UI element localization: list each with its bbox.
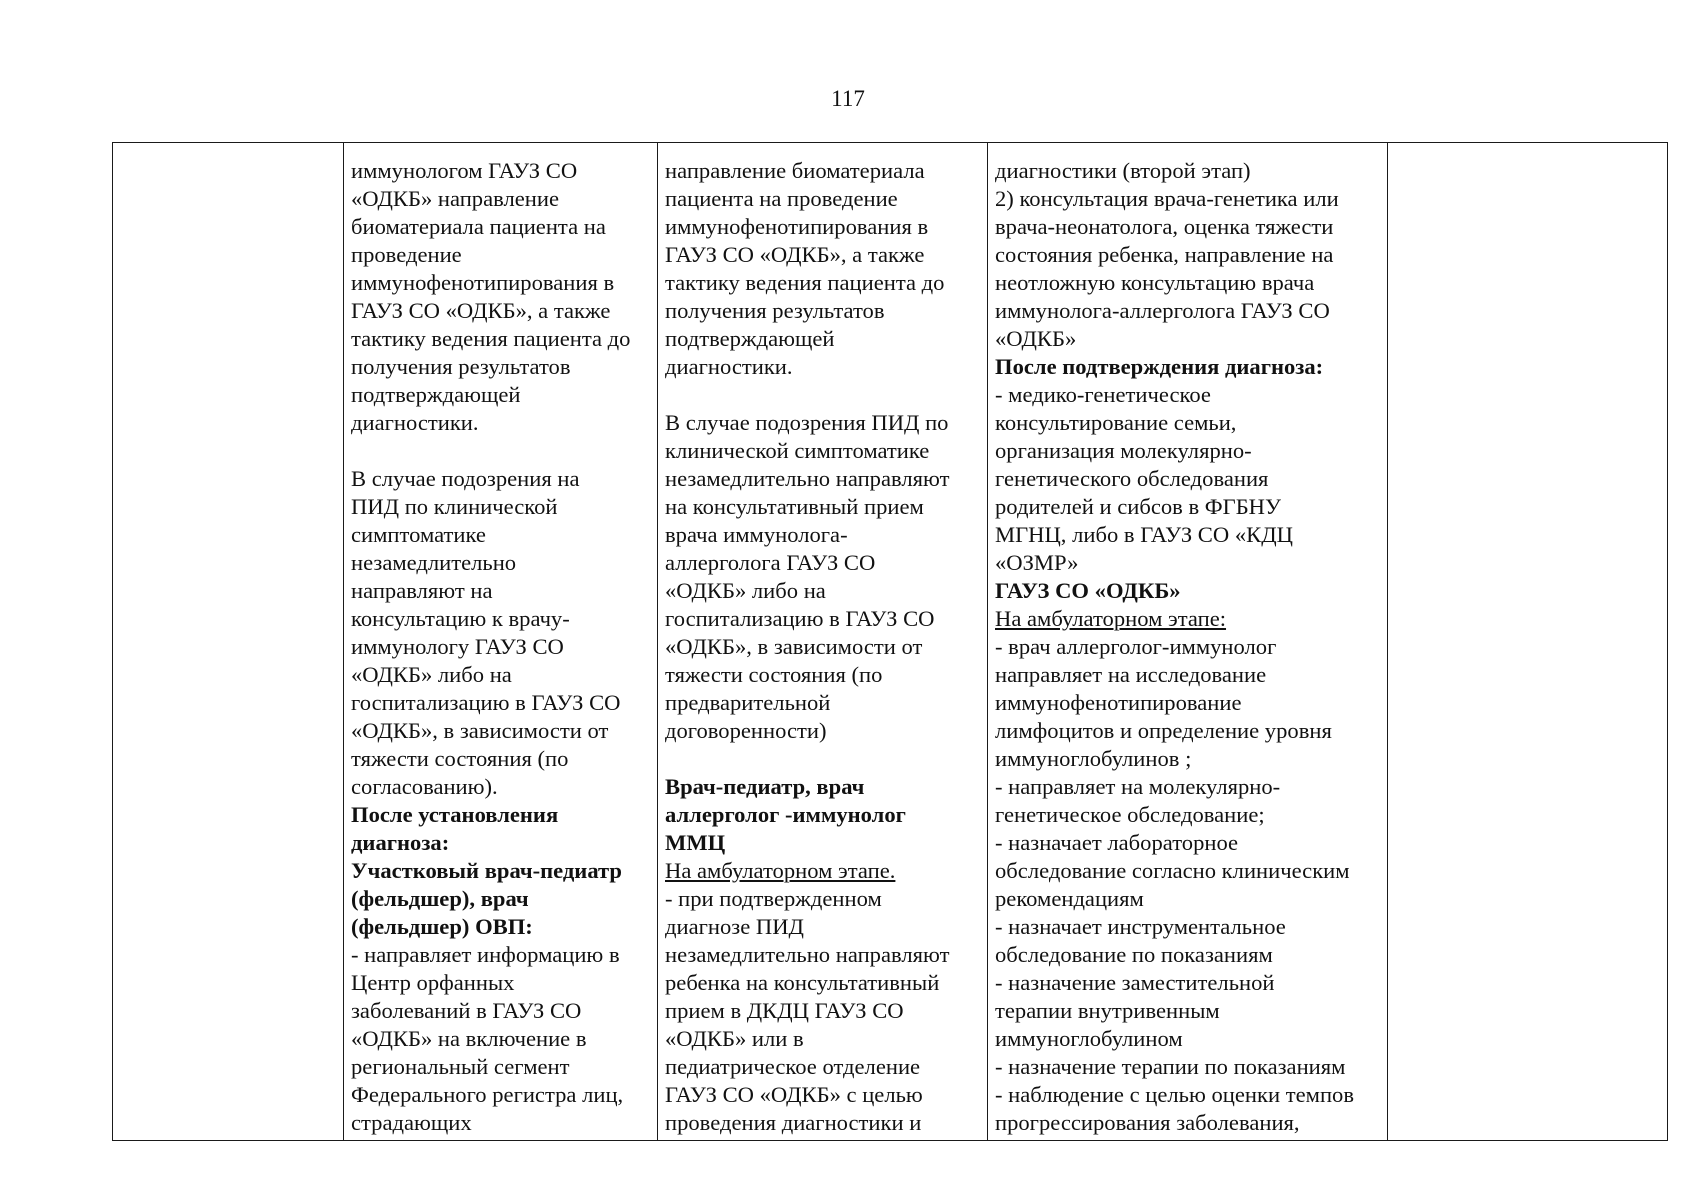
text-line: ПИД по клинической: [351, 494, 558, 519]
table-cell-col-2: [344, 143, 658, 1141]
text-line: педиатрическое отделение: [665, 1054, 921, 1079]
text-line: тяжести состояния (по: [665, 662, 883, 687]
text-line: консультацию к врачу-: [351, 606, 570, 631]
text-line: ГАУЗ СО «ОДКБ» с целью: [665, 1082, 923, 1107]
text-line: аллерголог -иммунолог: [665, 802, 906, 827]
text-line: неотложную консультацию врача: [995, 270, 1315, 295]
text-line: ГАУЗ СО «ОДКБ»: [995, 578, 1181, 603]
text-line: диагностики.: [351, 410, 479, 435]
text-line: - назначение терапии по показаниям: [995, 1054, 1346, 1079]
text-line: проведения диагностики и: [665, 1110, 922, 1135]
text-line: согласованию).: [351, 774, 498, 799]
text-line: - направляет на молекулярно-: [995, 774, 1281, 799]
text-line: «ОДКБ» или в: [665, 1026, 804, 1051]
text-line: консультирование семьи,: [995, 410, 1237, 435]
text-line: (фельдшер) ОВП:: [351, 914, 533, 939]
text-line: тактику ведения пациента до: [351, 326, 631, 351]
text-line: биоматериала пациента на: [351, 214, 606, 239]
text-line: «ОДКБ» направление: [351, 186, 560, 211]
text-line: - назначает лабораторное: [995, 830, 1239, 855]
text-line: организация молекулярно-: [995, 438, 1252, 463]
text-line: диагностики (второй этап): [995, 158, 1251, 183]
text-line: В случае подозрения ПИД по: [665, 410, 949, 435]
text-line: проведение: [351, 242, 462, 267]
text-line: МГНЦ, либо в ГАУЗ СО «КДЦ: [995, 522, 1293, 547]
text-line: договоренности): [665, 718, 827, 743]
text-line: подтверждающей: [351, 382, 521, 407]
table-cell-col-4: [988, 143, 1388, 1141]
text-line: обследование согласно клиническим: [995, 858, 1350, 883]
text-line: (фельдшер), врач: [351, 886, 529, 911]
table-cell-col-1: [113, 143, 344, 1141]
text-line: тяжести состояния (по: [351, 746, 569, 771]
text-line: тактику ведения пациента до: [665, 270, 945, 295]
text-line: госпитализацию в ГАУЗ СО: [351, 690, 621, 715]
text-line: «ОЗМР»: [995, 550, 1079, 575]
text-line: «ОДКБ» либо на: [665, 578, 826, 603]
text-line: ГАУЗ СО «ОДКБ», а также: [665, 242, 925, 267]
text-line: иммуноглобулинов ;: [995, 746, 1192, 771]
text-line: обследование по показаниям: [995, 942, 1273, 967]
text-line: иммунологу ГАУЗ СО: [351, 634, 564, 659]
text-line: иммуноглобулином: [995, 1026, 1183, 1051]
table-row: [113, 143, 1668, 1141]
text-line: незамедлительно направляют: [665, 942, 950, 967]
text-line: После установления: [351, 802, 559, 827]
text-line: 2) консультация врача-генетика или: [995, 186, 1339, 211]
text-line: «ОДКБ» либо на: [351, 662, 512, 687]
text-line: диагноза:: [351, 830, 450, 855]
text-line: - назначение заместительной: [995, 970, 1275, 995]
text-line: состояния ребенка, направление на: [995, 242, 1334, 267]
table-cell-col-5: [1388, 143, 1668, 1141]
text-line: - назначает инструментальное: [995, 914, 1286, 939]
text-line: Участковый врач-педиатр: [351, 858, 622, 883]
text-line: генетическое обследование;: [995, 802, 1265, 827]
text-line: иммунологом ГАУЗ СО: [351, 158, 578, 183]
text-line: иммунофенотипирования в: [351, 270, 615, 295]
text-line: заболеваний в ГАУЗ СО: [351, 998, 582, 1023]
text-line: - направляет информацию в: [351, 942, 620, 967]
text-line: диагностики.: [665, 354, 793, 379]
text-line: [665, 381, 980, 409]
text-line: После подтверждения диагноза:: [995, 354, 1324, 379]
text-line: региональный сегмент: [351, 1054, 570, 1079]
text-line: госпитализацию в ГАУЗ СО: [665, 606, 935, 631]
text-line: Врач-педиатр, врач: [665, 774, 865, 799]
text-line: прием в ДКДЦ ГАУЗ СО: [665, 998, 904, 1023]
routing-table: [112, 142, 1668, 1141]
text-line: ММЦ: [665, 830, 726, 855]
text-line: получения результатов: [665, 298, 885, 323]
text-line: страдающих: [351, 1110, 472, 1135]
text-line: - медико-генетическое: [995, 382, 1211, 407]
text-line: терапии внутривенным: [995, 998, 1220, 1023]
text-line: диагнозе ПИД: [665, 914, 804, 939]
text-line: прогрессирования заболевания,: [995, 1110, 1300, 1135]
text-line: направляют на: [351, 578, 493, 603]
text-line: предварительной: [665, 690, 831, 715]
text-line: иммунофенотипирование: [995, 690, 1242, 715]
text-line: клинической симптоматике: [665, 438, 930, 463]
text-line: «ОДКБ»: [995, 326, 1077, 351]
text-line: подтверждающей: [665, 326, 835, 351]
text-line: пациента на проведение: [665, 186, 898, 211]
text-line: - при подтвержденном: [665, 886, 882, 911]
text-line: генетического обследования: [995, 466, 1269, 491]
text-line: На амбулаторном этапе:: [995, 606, 1227, 631]
text-line: [665, 745, 980, 773]
text-line: врача иммунолога-: [665, 522, 848, 547]
text-line: иммунолога-аллерголога ГАУЗ СО: [995, 298, 1330, 323]
text-line: «ОДКБ» на включение в: [351, 1026, 587, 1051]
text-line: иммунофенотипирования в: [665, 214, 929, 239]
page-number: 117: [831, 86, 865, 111]
text-line: симптоматике: [351, 522, 486, 547]
text-line: - наблюдение с целью оценки темпов: [995, 1082, 1354, 1107]
text-line: аллерголога ГАУЗ СО: [665, 550, 876, 575]
text-line: ГАУЗ СО «ОДКБ», а также: [351, 298, 611, 323]
text-line: родителей и сибсов в ФГБНУ: [995, 494, 1281, 519]
text-line: В случае подозрения на: [351, 466, 580, 491]
text-line: получения результатов: [351, 354, 571, 379]
text-line: направление биоматериала: [665, 158, 925, 183]
text-line: на консультативный прием: [665, 494, 924, 519]
text-line: «ОДКБ», в зависимости от: [665, 634, 923, 659]
text-line: «ОДКБ», в зависимости от: [351, 718, 609, 743]
text-line: ребенка на консультативный: [665, 970, 940, 995]
text-line: направляет на исследование: [995, 662, 1267, 687]
text-line: лимфоцитов и определение уровня: [995, 718, 1332, 743]
text-line: Федерального регистра лиц,: [351, 1082, 624, 1107]
text-line: рекомендациям: [995, 886, 1144, 911]
text-line: На амбулаторном этапе.: [665, 858, 896, 883]
text-line: незамедлительно направляют: [665, 466, 950, 491]
text-line: незамедлительно: [351, 550, 517, 575]
text-line: Центр орфанных: [351, 970, 515, 995]
text-line: [351, 437, 650, 465]
text-line: - врач аллерголог-иммунолог: [995, 634, 1277, 659]
table-cell-col-3: [658, 143, 988, 1141]
text-line: врача-неонатолога, оценка тяжести: [995, 214, 1334, 239]
